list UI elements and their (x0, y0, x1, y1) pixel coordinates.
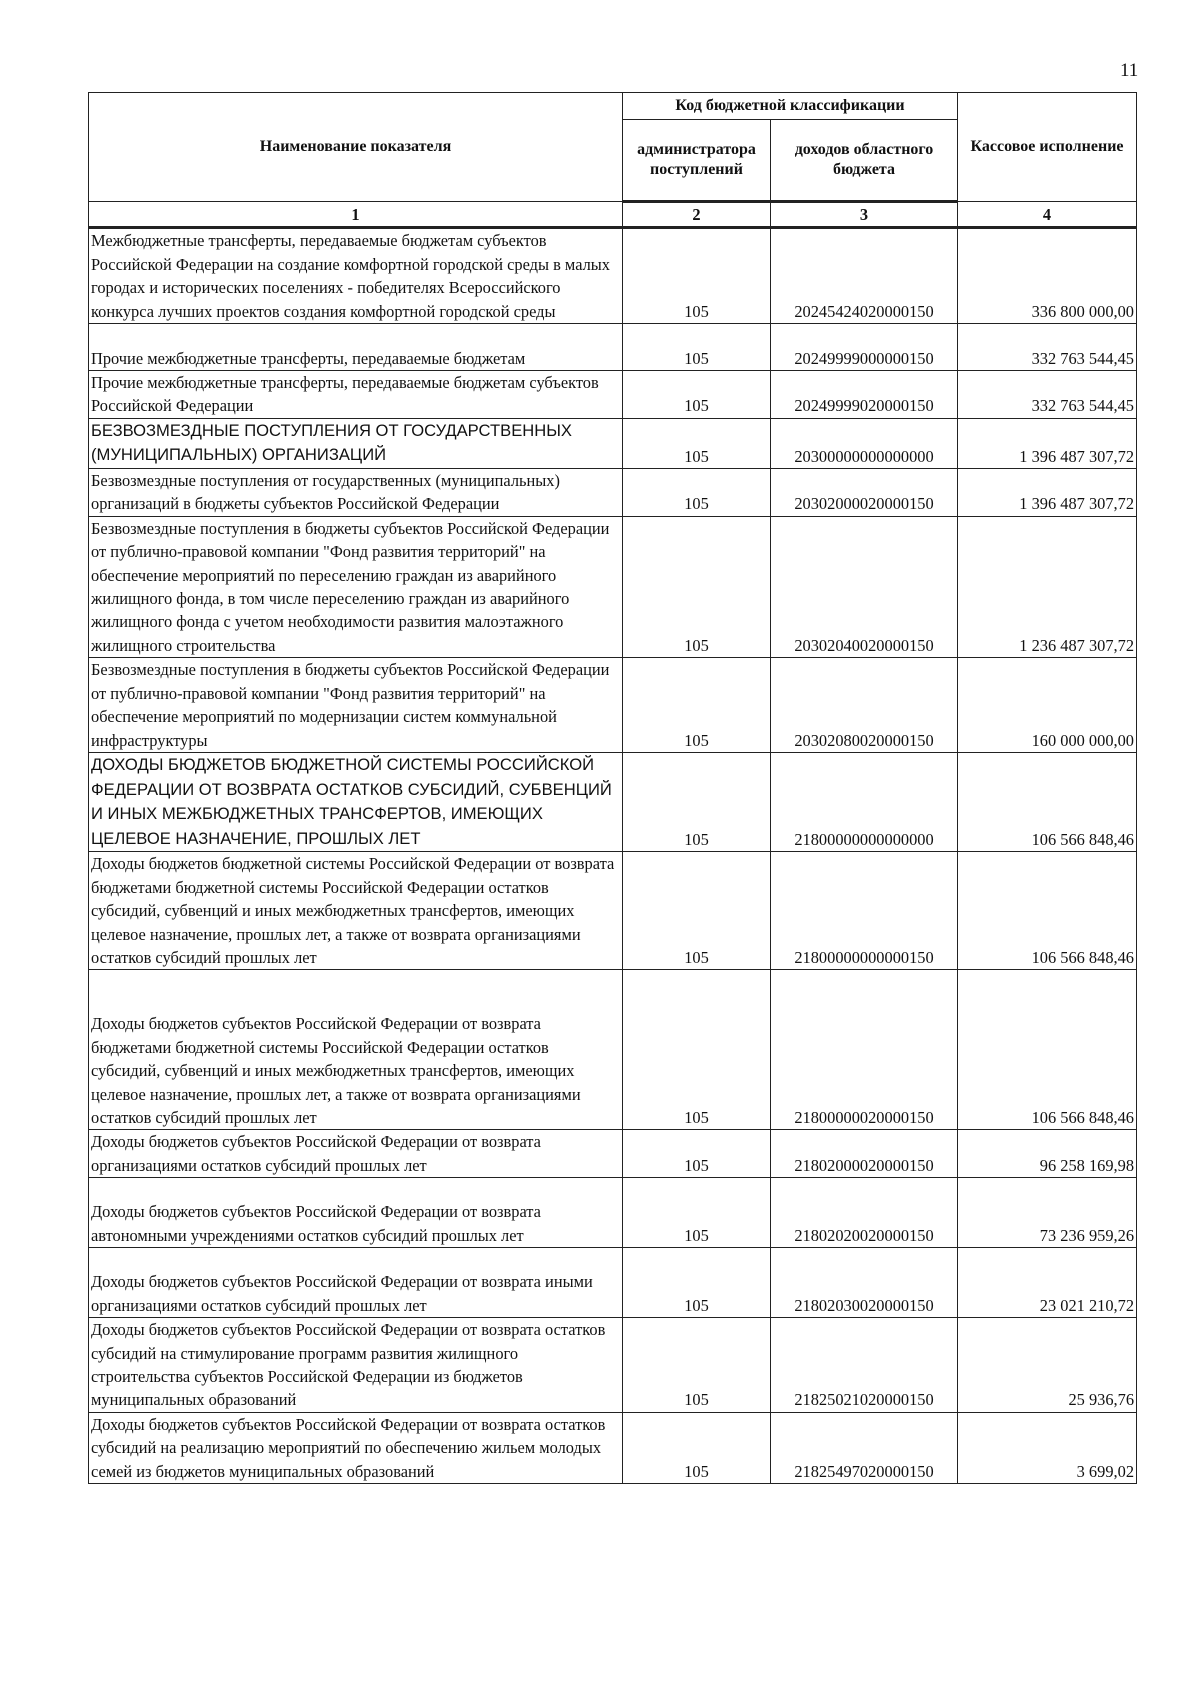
cash-execution-amount: 106 566 848,46 (958, 970, 1137, 1130)
administrator-code: 105 (623, 1412, 771, 1483)
column-number: 3 (771, 202, 958, 228)
revenue-code: 21802030020000150 (771, 1248, 958, 1318)
table-row (89, 970, 1137, 1130)
cash-execution-amount: 1 396 487 307,72 (958, 469, 1137, 517)
budget-revenue-table (88, 92, 1137, 1484)
indicator-name: ДОХОДЫ БЮДЖЕТОВ БЮДЖЕТНОЙ СИСТЕМЫ РОССИЙСКОЙ ФЕДЕРАЦИИ ОТ ВОЗВРАТА ОСТАТКОВ СУБСИДИЙ, СУБВЕНЦИЙ И ИНЫХ МЕЖБЮДЖЕТНЫХ ТРАНСФЕРТОВ, ИМЕЮЩИХ ЦЕЛЕВОЕ НАЗНАЧЕНИЕ, ПРОШЛЫХ ЛЕТ (89, 752, 623, 851)
indicator-name: Безвозмездные поступления в бюджеты субъектов Российской Федерации от публично-правовой компании "Фонд развития территорий" на обеспечение мероприятий по переселению граждан из аварийного жилищного фонда, в том числе переселению граждан из аварийного жилищного фонда с учетом необходимости развития малоэтажного жилищного строительства (89, 516, 623, 657)
indicator-name: Доходы бюджетов бюджетной системы Российской Федерации от возврата бюджетами бюджетной системы Российской Федерации остатков субсидий, субвенций и иных межбюджетных трансфертов, имеющих целевое назначение, прошлых лет, а также от возврата организациями остатков субсидий прошлых лет (89, 852, 623, 970)
administrator-code: 105 (623, 1318, 771, 1413)
indicator-name: Доходы бюджетов субъектов Российской Федерации от возврата остатков субсидий на стимулирование программ развития жилищного строительства субъектов Российской Федерации из бюджетов муниципальных образований (89, 1318, 623, 1413)
revenue-code: 20300000000000000 (771, 418, 958, 468)
indicator-name: Доходы бюджетов субъектов Российской Федерации от возврата остатков субсидий на реализацию мероприятий по обеспечению жильем молодых семей из бюджетов муниципальных образований (89, 1412, 623, 1483)
revenue-code: 21800000020000150 (771, 970, 958, 1130)
header-administrator: администратора поступлений (623, 120, 771, 202)
administrator-code: 105 (623, 1248, 771, 1318)
indicator-name: Прочие межбюджетные трансферты, передаваемые бюджетам субъектов Российской Федерации (89, 371, 623, 419)
administrator-code: 105 (623, 658, 771, 753)
table-row (89, 852, 1137, 970)
column-number: 1 (89, 202, 623, 228)
page-number: 11 (1120, 60, 1139, 81)
table-row (89, 324, 1137, 371)
indicator-name: БЕЗВОЗМЕЗДНЫЕ ПОСТУПЛЕНИЯ ОТ ГОСУДАРСТВЕННЫХ (МУНИЦИПАЛЬНЫХ) ОРГАНИЗАЦИЙ (89, 418, 623, 468)
header-cash-execution: Кассовое исполнение (958, 93, 1137, 202)
table-row (89, 516, 1137, 657)
table-row (89, 228, 1137, 324)
cash-execution-amount: 23 021 210,72 (958, 1248, 1137, 1318)
cash-execution-amount: 73 236 959,26 (958, 1178, 1137, 1248)
table-row (89, 469, 1137, 517)
revenue-code: 20302000020000150 (771, 469, 958, 517)
column-number: 4 (958, 202, 1137, 228)
cash-execution-amount: 96 258 169,98 (958, 1130, 1137, 1178)
table-row (89, 658, 1137, 753)
table-row (89, 1130, 1137, 1178)
administrator-code: 105 (623, 516, 771, 657)
revenue-code: 21802020020000150 (771, 1178, 958, 1248)
table-row (89, 1318, 1137, 1413)
administrator-code: 105 (623, 418, 771, 468)
cash-execution-amount: 160 000 000,00 (958, 658, 1137, 753)
administrator-code: 105 (623, 469, 771, 517)
cash-execution-amount: 336 800 000,00 (958, 228, 1137, 324)
revenue-code: 21825497020000150 (771, 1412, 958, 1483)
revenue-code: 20249999020000150 (771, 371, 958, 419)
table-row (89, 1178, 1137, 1248)
cash-execution-amount: 25 936,76 (958, 1318, 1137, 1413)
administrator-code: 105 (623, 970, 771, 1130)
column-number: 2 (623, 202, 771, 228)
indicator-name: Безвозмездные поступления от государственных (муниципальных) организаций в бюджеты субъектов Российской Федерации (89, 469, 623, 517)
table-row (89, 1412, 1137, 1483)
cash-execution-amount: 332 763 544,45 (958, 371, 1137, 419)
table-row (89, 752, 1137, 851)
revenue-code: 21825021020000150 (771, 1318, 958, 1413)
header-classification-code: Код бюджетной классификации (623, 93, 958, 120)
administrator-code: 105 (623, 752, 771, 851)
indicator-name: Межбюджетные трансферты, передаваемые бюджетам субъектов Российской Федерации на создание комфортной городской среды в малых городах и исторических поселениях - победителях Всероссийского конкурса лучших проектов создания комфортной городской среды (89, 228, 623, 324)
revenue-code: 20245424020000150 (771, 228, 958, 324)
administrator-code: 105 (623, 1178, 771, 1248)
header-indicator-name: Наименование показателя (89, 93, 623, 202)
administrator-code: 105 (623, 371, 771, 419)
indicator-name: Безвозмездные поступления в бюджеты субъектов Российской Федерации от публично-правовой компании "Фонд развития территорий" на обеспечение мероприятий по модернизации систем коммунальной инфраструктуры (89, 658, 623, 753)
indicator-name: Доходы бюджетов субъектов Российской Федерации от возврата автономными учреждениями остатков субсидий прошлых лет (89, 1178, 623, 1248)
administrator-code: 105 (623, 228, 771, 324)
revenue-code: 21802000020000150 (771, 1130, 958, 1178)
cash-execution-amount: 106 566 848,46 (958, 852, 1137, 970)
table-row (89, 418, 1137, 468)
revenue-code: 20249999000000150 (771, 324, 958, 371)
indicator-name: Доходы бюджетов субъектов Российской Федерации от возврата бюджетами бюджетной системы Российской Федерации остатков субсидий, субвенций и иных межбюджетных трансфертов, имеющих целевое назначение, прошлых лет, а также от возврата организациями остатков субсидий прошлых лет (89, 970, 623, 1130)
header-regional-revenue-code: доходов областного бюджета (771, 120, 958, 202)
table-row (89, 371, 1137, 419)
revenue-code: 21800000000000000 (771, 752, 958, 851)
cash-execution-amount: 1 396 487 307,72 (958, 418, 1137, 468)
administrator-code: 105 (623, 1130, 771, 1178)
cash-execution-amount: 3 699,02 (958, 1412, 1137, 1483)
indicator-name: Прочие межбюджетные трансферты, передаваемые бюджетам (89, 324, 623, 371)
cash-execution-amount: 1 236 487 307,72 (958, 516, 1137, 657)
revenue-code: 20302040020000150 (771, 516, 958, 657)
cash-execution-amount: 332 763 544,45 (958, 324, 1137, 371)
administrator-code: 105 (623, 324, 771, 371)
administrator-code: 105 (623, 852, 771, 970)
indicator-name: Доходы бюджетов субъектов Российской Федерации от возврата иными организациями остатков субсидий прошлых лет (89, 1248, 623, 1318)
cash-execution-amount: 106 566 848,46 (958, 752, 1137, 851)
revenue-code: 20302080020000150 (771, 658, 958, 753)
table-row (89, 1248, 1137, 1318)
indicator-name: Доходы бюджетов субъектов Российской Федерации от возврата организациями остатков субсидий прошлых лет (89, 1130, 623, 1178)
revenue-code: 21800000000000150 (771, 852, 958, 970)
